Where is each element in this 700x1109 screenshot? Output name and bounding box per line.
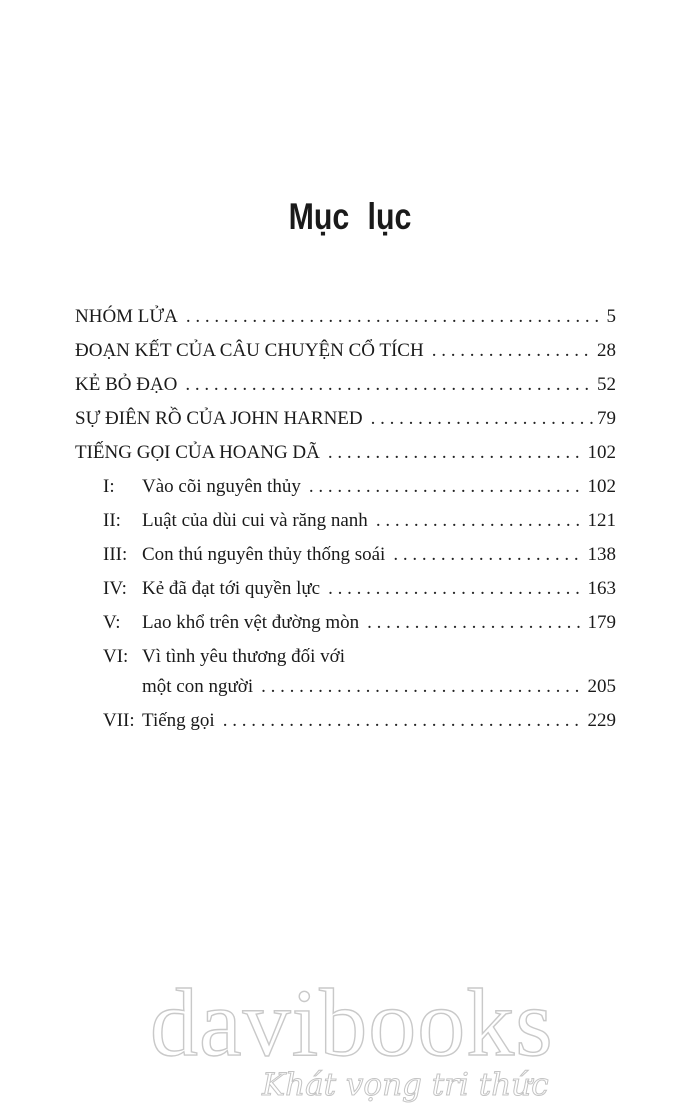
chapter-page: 205	[587, 676, 616, 697]
chapter-number: VII:	[103, 710, 135, 731]
toc-entry	[75, 340, 616, 374]
toc-entry	[75, 408, 616, 442]
chapter-title: Kẻ đã đạt tới quyền lực	[142, 578, 321, 599]
chapter-page: 179	[587, 612, 616, 633]
toc-entry-page: 102	[587, 442, 616, 463]
chapter-entry	[75, 578, 616, 612]
chapter-page: 229	[587, 710, 616, 731]
dot-leader	[185, 374, 593, 396]
toc-entry-title: SỰ ĐIÊN RỒ CỦA JOHN HARNED	[75, 408, 363, 429]
chapter-title: Vì tình yêu thương đối với	[142, 646, 345, 667]
chapter-page: 121	[587, 510, 616, 531]
toc-entry	[75, 306, 616, 340]
chapter-entry	[75, 510, 616, 544]
chapter-entry	[75, 544, 616, 578]
publisher-watermark	[150, 969, 570, 1103]
toc-entry-title: KẺ BỎ ĐẠO	[75, 374, 178, 395]
page-title: Mục lục	[288, 196, 412, 237]
dot-leader	[371, 408, 593, 430]
chapter-title: Tiếng gọi	[142, 710, 215, 731]
dot-leader	[367, 612, 583, 634]
dot-leader	[223, 710, 584, 732]
chapter-entry-second-line	[75, 676, 616, 710]
dot-leader	[393, 544, 583, 566]
chapter-number: VI:	[103, 646, 129, 667]
toc-entry-page: 52	[597, 374, 616, 395]
toc-entry-title: ĐOẠN KẾT CỦA CÂU CHUYỆN CỔ TÍCH	[75, 340, 424, 361]
chapter-number: III:	[103, 544, 128, 565]
dot-leader	[376, 510, 584, 532]
chapter-entry	[75, 612, 616, 646]
chapter-number: V:	[103, 612, 121, 633]
dot-leader	[328, 442, 584, 464]
chapter-entry	[75, 476, 616, 510]
chapter-entry-first-line	[75, 646, 616, 676]
dot-leader	[309, 476, 584, 498]
dot-leader	[261, 676, 583, 698]
dot-leader	[186, 306, 603, 328]
toc-entry	[75, 442, 616, 476]
chapter-page: 138	[587, 544, 616, 565]
table-of-contents	[75, 306, 616, 744]
toc-entry	[75, 374, 616, 408]
watermark-brand: davibooks	[150, 969, 554, 1076]
chapter-page: 163	[587, 578, 616, 599]
toc-entry-title: TIẾNG GỌI CỦA HOANG DÃ	[75, 442, 320, 463]
chapter-number: IV:	[103, 578, 127, 599]
toc-entry-title: NHÓM LỬA	[75, 306, 178, 327]
watermark-tagline: Khát vọng tri thức	[262, 1067, 549, 1103]
chapter-title-continued: một con người	[142, 676, 254, 697]
dot-leader	[432, 340, 593, 362]
chapter-number: I:	[103, 476, 115, 497]
chapter-page: 102	[587, 476, 616, 497]
chapter-title: Luật của dùi cui và răng nanh	[142, 510, 368, 531]
toc-entry-page: 5	[606, 306, 616, 327]
chapter-title: Vào cõi nguyên thủy	[142, 476, 301, 497]
chapter-entry	[75, 710, 616, 744]
dot-leader	[328, 578, 583, 600]
toc-entry-page: 28	[597, 340, 616, 361]
toc-entry-page: 79	[597, 408, 616, 429]
chapter-title: Lao khổ trên vệt đường mòn	[142, 612, 360, 633]
chapter-title: Con thú nguyên thủy thống soái	[142, 544, 386, 565]
chapter-number: II:	[103, 510, 121, 531]
